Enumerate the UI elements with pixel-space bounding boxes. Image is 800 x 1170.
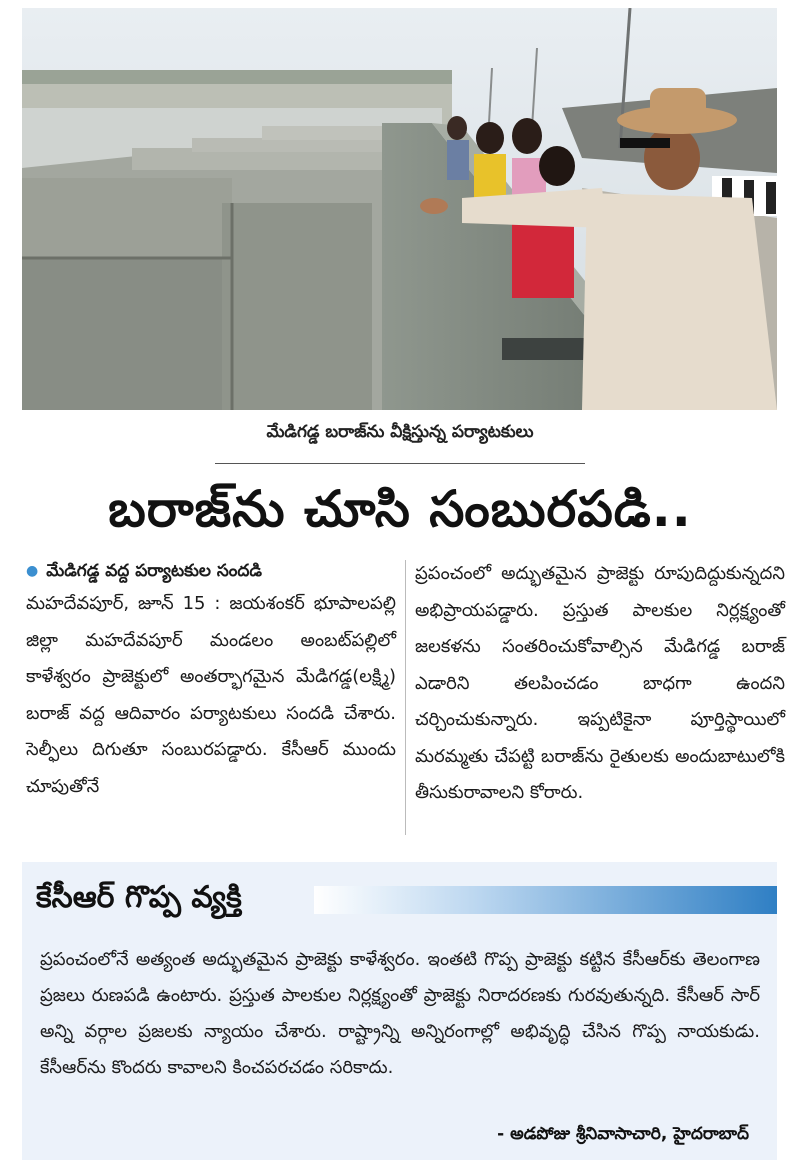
opinion-box-title: కేసీఆర్ గొప్ప వ్యక్తి	[36, 880, 242, 915]
barrage-photo	[22, 8, 777, 410]
subheadline-text: మేడిగడ్డ వద్ద పర్యాటకుల సందడి	[46, 561, 262, 581]
article-paragraph-left: మహదేవపూర్, జూన్ 15 : జయశంకర్ భూపాలపల్లి జిల్లా మహదేవపూర్ మండలం అంబట్‌పల్లిలో కాళేశ్వరం ప్రాజెక్టులో అంతర్భాగమైన మేడిగడ్డ(లక్ష్మి) బరాజ్ వద్ద ఆదివారం పర్యాటకులు సందడి చేశారు. సెల్ఫీలు దిగుతూ సంబురపడ్డారు. కేసీఆర్ ముందు చూపుతోనే	[26, 593, 396, 797]
opinion-box	[22, 862, 777, 1160]
caption-divider	[215, 463, 585, 464]
photo-caption: మేడిగడ్డ బరాజ్‌ను వీక్షిస్తున్న పర్యాటకులు	[266, 422, 534, 442]
subheadline	[26, 556, 396, 586]
column-divider	[405, 560, 406, 835]
title-accent-bar	[314, 886, 777, 914]
article-column-left	[26, 556, 396, 805]
article-column-right	[415, 556, 785, 812]
opinion-signature: - అడపోజు శ్రీనివాసాచారి, హైదరాబాద్	[497, 1124, 749, 1144]
opinion-box-header	[22, 878, 777, 922]
bullet-icon: ●	[26, 563, 39, 579]
opinion-paragraph: ప్రపంచంలోనే అత్యంత అద్భుతమైన ప్రాజెక్టు కాళేశ్వరం. ఇంతటి గొప్ప ప్రాజెక్టు కట్టిన కేసీఆర్‌కు తెలంగాణ ప్రజలు రుణపడి ఉంటారు. ప్రస్తుత పాలకుల నిర్లక్ష్యంతో ప్రాజెక్టు నిరాదరణకు గురవుతున్నది. కేసీఆర్ సార్ అన్ని వర్గాల ప్రజలకు న్యాయం చేశారు. రాష్ట్రాన్ని అన్నిరంగాల్లో అభివృద్ధి చేసిన గొప్ప నాయకుడు. కేసీఆర్‌ను కొందరు కావాలని కించపరచడం సరికాదు.	[40, 949, 760, 1078]
article-paragraph-right: ప్రపంచంలో అద్భుతమైన ప్రాజెక్టు రూపుదిద్దుకున్నదని అభిప్రాయపడ్డారు. ప్రస్తుత పాలకుల నిర్లక్ష్యంతో జలకళను సంతరించుకోవాల్సిన మేడిగడ్డ బరాజ్ ఎడారిని తలపించడం బాధగా ఉందని చర్చించుకున్నారు. ఇప్పటికైనా పూర్తిస్థాయిలో మరమ్మతు చేపట్టి బరాజ్‌ను రైతులకు అందుబాటులోకి తీసుకురావాలని కోరారు.	[415, 563, 785, 803]
headline: బరాజ్‌ను చూసి సంబురపడి..	[108, 480, 692, 538]
opinion-box-body	[40, 942, 760, 1086]
